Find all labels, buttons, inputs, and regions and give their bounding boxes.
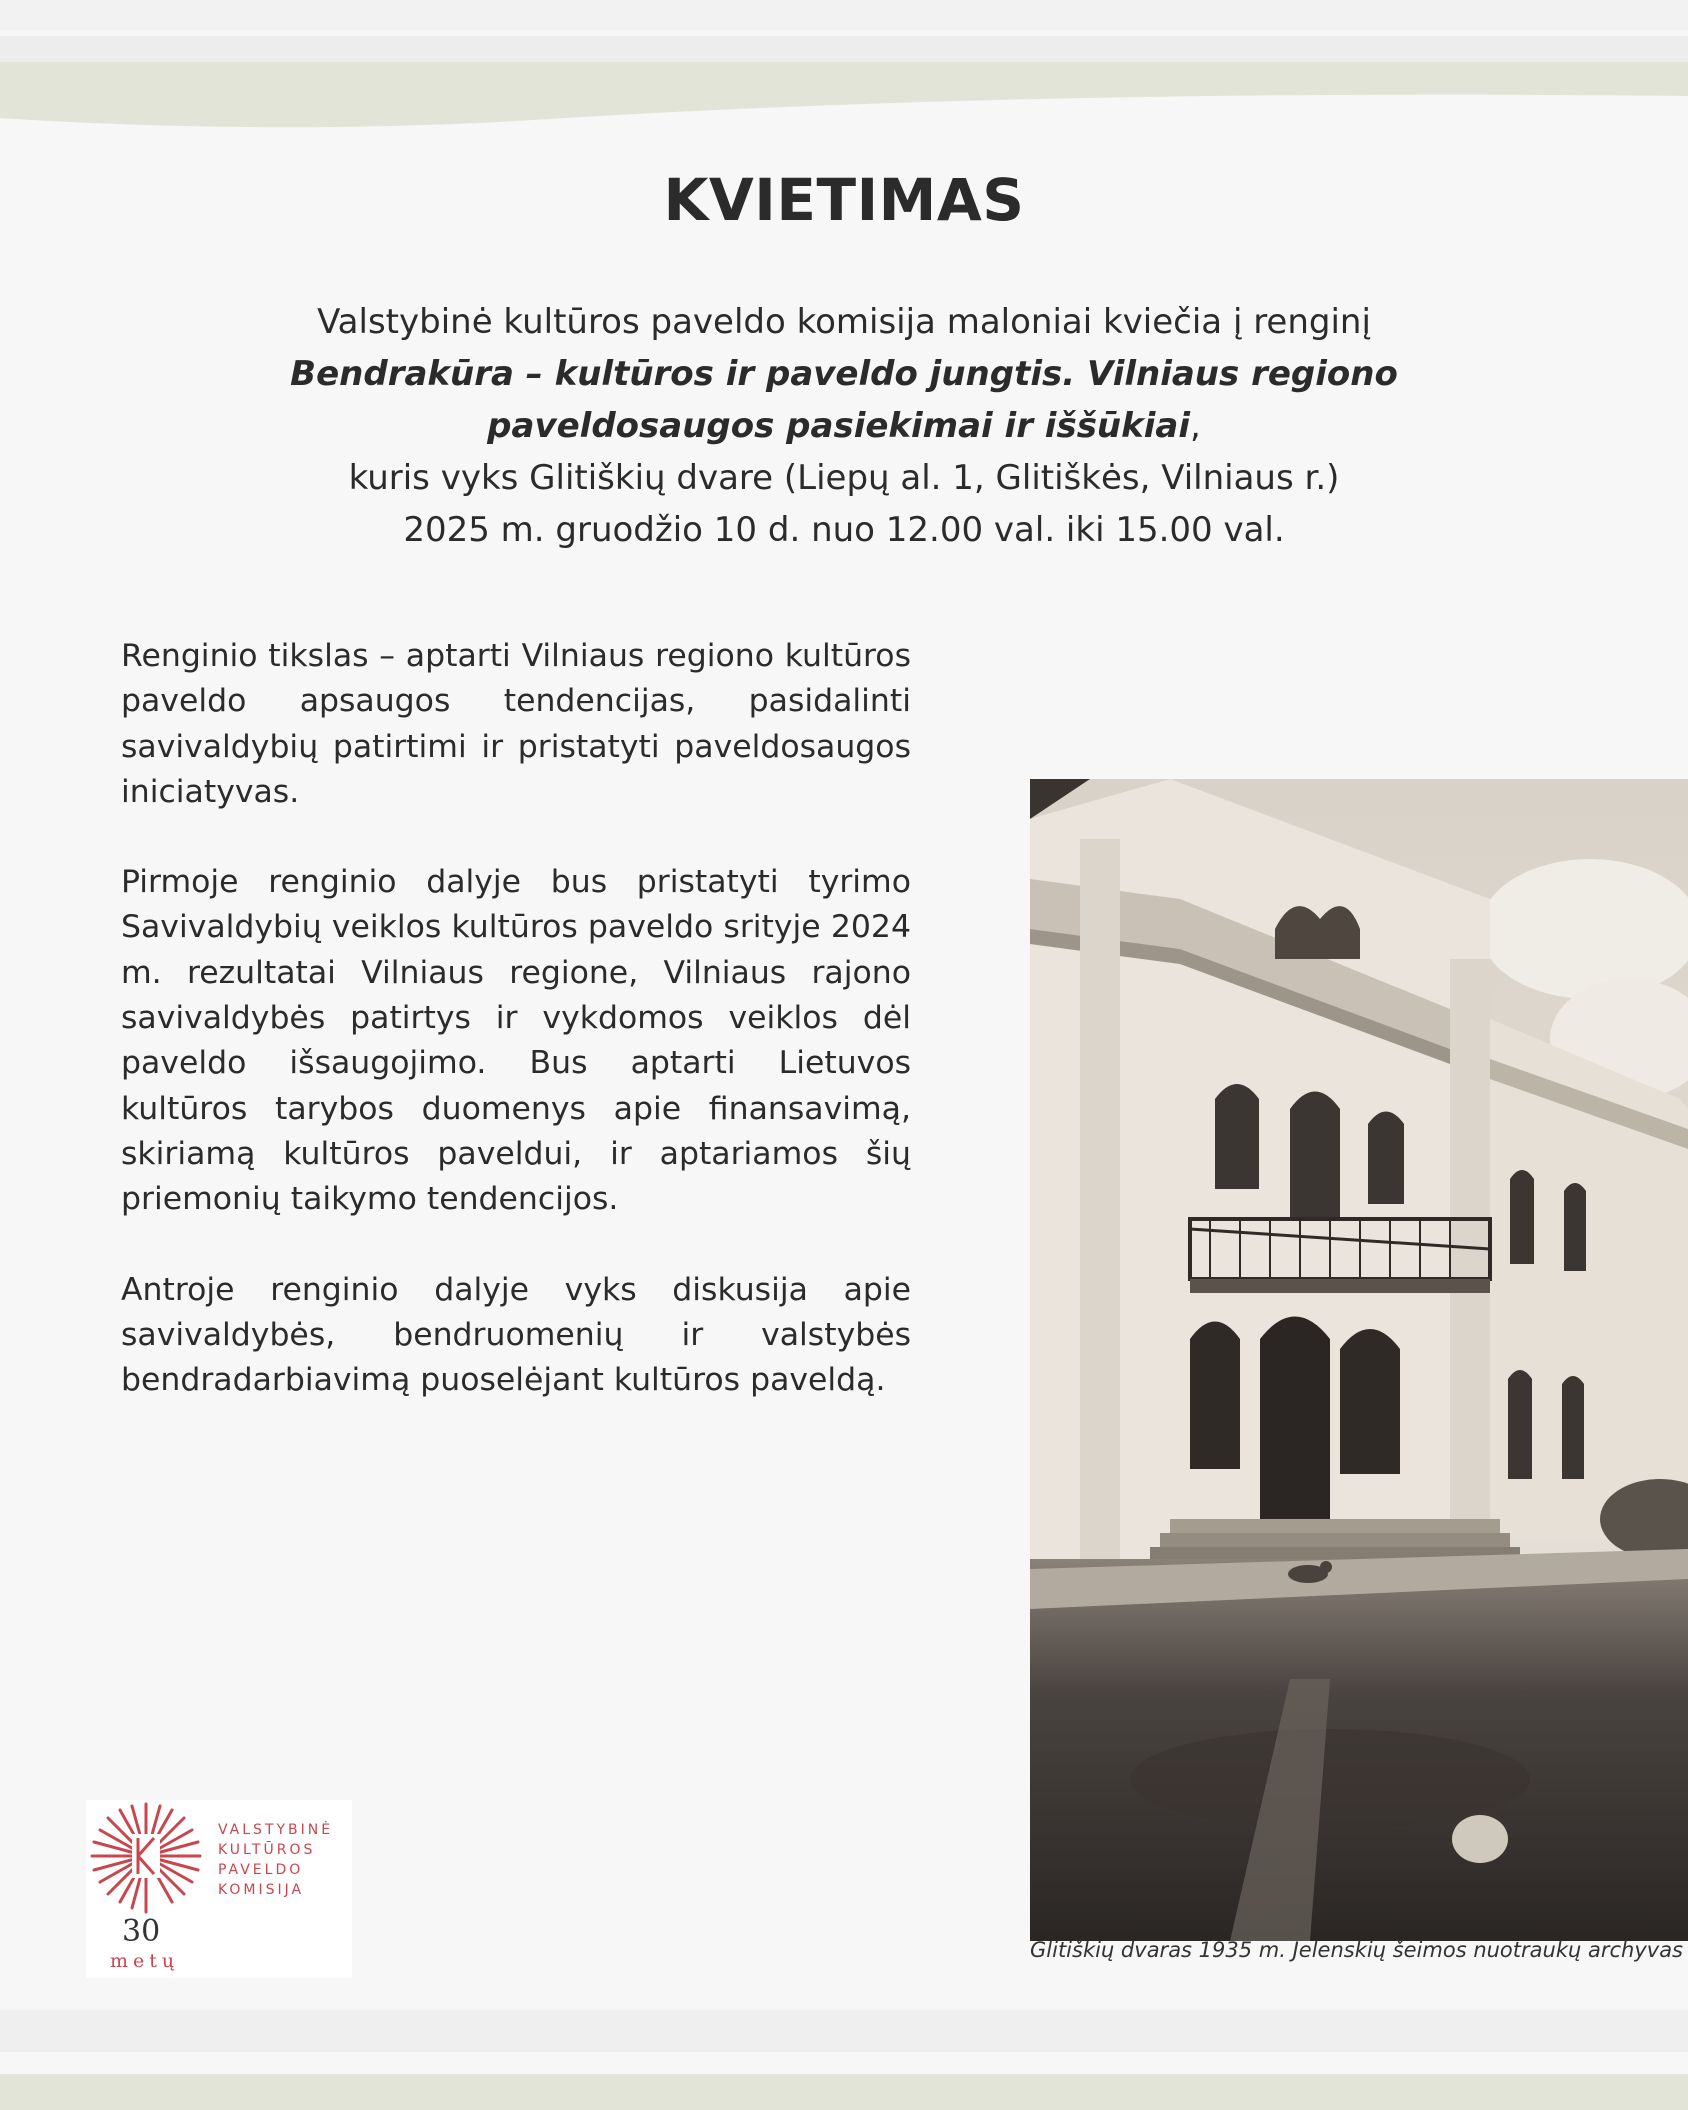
event-datetime: 2025 m. gruodžio 10 d. nuo 12.00 val. iki 15.00 val. — [403, 510, 1285, 550]
bottom-decorative-band — [0, 2010, 1688, 2110]
event-title-line-2-wrap — [244, 400, 1444, 452]
logo-wordmark — [218, 1820, 350, 1900]
event-title-comma: , — [1190, 406, 1201, 446]
logo-line-3: PAVELDO — [218, 1862, 304, 1878]
logo-anniversary-number: 30 — [122, 1914, 161, 1949]
event-venue: kuris vyks Glitiškių dvare (Liepų al. 1, Glitiškės, Vilniaus r.) — [348, 458, 1340, 498]
logo-line-1: VALSTYBINĖ — [218, 1822, 334, 1838]
event-title-line-1: Bendrakūra – kultūros ir paveldo jungtis. Vilniaus regiono — [290, 354, 1398, 394]
logo-line-2: KULTŪROS — [218, 1842, 316, 1858]
description-paragraph-part-one: Pirmoje renginio dalyje bus pristatyti tyrimo Savivaldybių veiklos kultūros paveldo srityje 2024 m. rezultatai Vilniaus regione, Vilniaus rajono savivaldybės patirtys ir vykdomos veiklos dėl paveldo išsaugojimo. Bus aptarti Lietuvos kultūros tarybos duomenys apie finansavimą, skiriamą kultūros paveldui, ir aptariamos šių priemonių taikymo tendencijos. — [121, 864, 911, 1218]
invitation-title: KVIETIMAS — [663, 166, 1025, 234]
logo-anniversary-word: metų — [110, 1950, 180, 1972]
event-description — [121, 634, 911, 1448]
event-title-line-2: paveldosaugos pasiekimai ir iššūkiai — [487, 406, 1190, 446]
description-paragraph-part-two: Antroje renginio dalyje vyks diskusija apie savivaldybės, bendruomenių ir valstybės bendradarbiavimą puoselėjant kultūros paveldą. — [121, 1271, 911, 1399]
sunburst-emblem-icon — [86, 1800, 206, 1920]
top-decorative-band — [0, 0, 1688, 140]
logo-line-4: KOMISIJA — [218, 1882, 305, 1898]
organization-logo — [86, 1800, 352, 1978]
intro-invite-line: Valstybinė kultūros paveldo komisija maloniai kviečia į renginį — [317, 302, 1371, 342]
description-paragraph-goal: Renginio tikslas – aptarti Vilniaus regiono kultūros paveldo apsaugos tendencijas, pasidalinti savivaldybių patirtimi ir pristatyti paveldosaugos iniciatyvas. — [121, 638, 911, 810]
photo-caption: Glitiškių dvaras 1935 m. Jelenskių šeimos nuotraukų archyvas — [1030, 1938, 1683, 1962]
manor-photo — [1030, 779, 1688, 1941]
invitation-intro — [244, 296, 1444, 556]
